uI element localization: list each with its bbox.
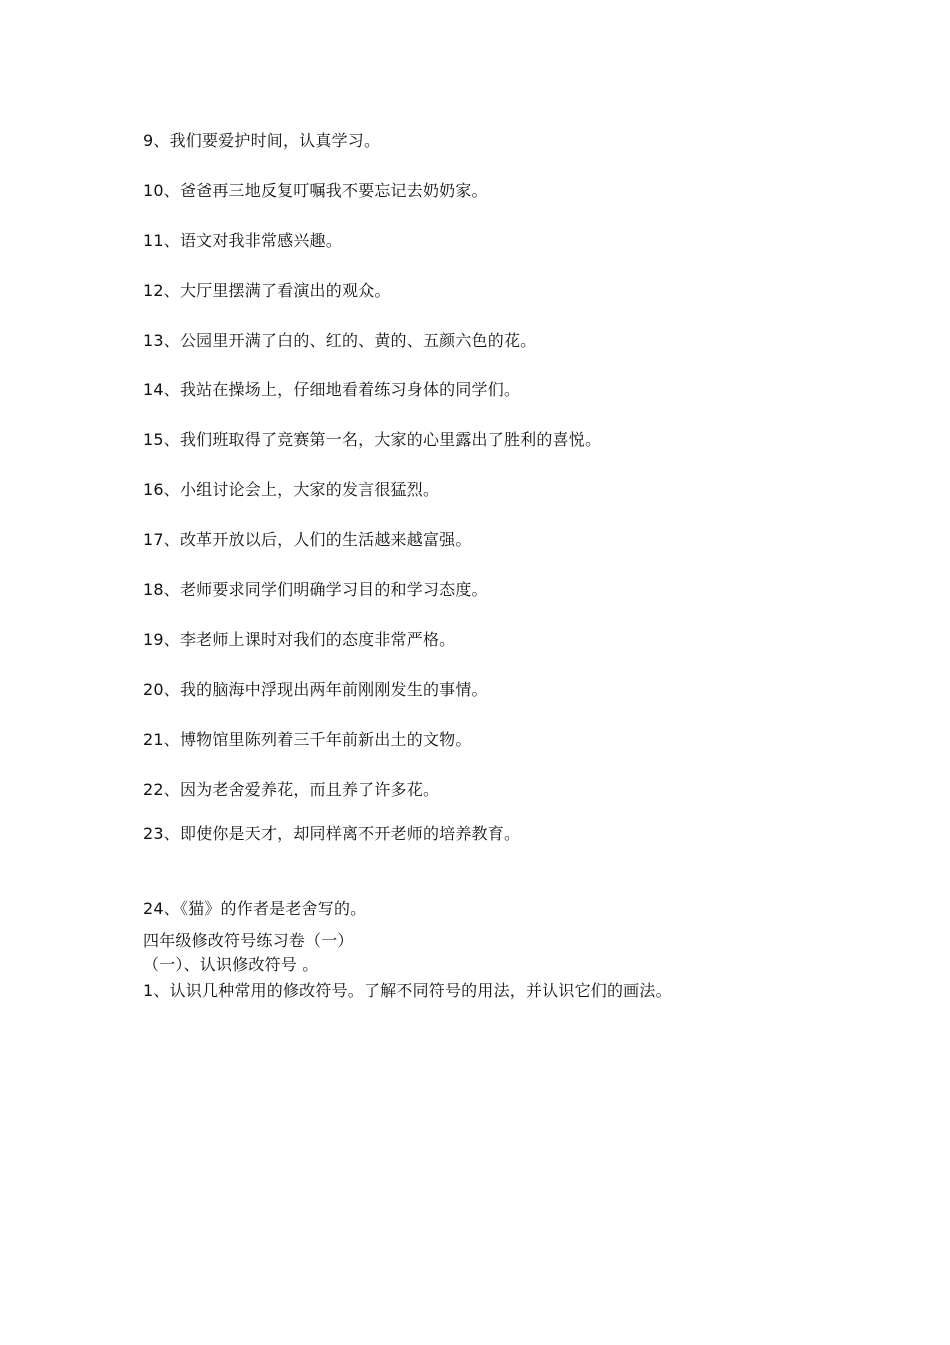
sentence-10: 10、爸爸再三地反复叮嘱我不要忘记去奶奶家。 [143,181,488,200]
sentence-24: 24、《猫》的作者是老舍写的。 [143,899,367,918]
sentence-15: 15、我们班取得了竞赛第一名，大家的心里露出了胜利的喜悦。 [143,430,602,449]
sentence-22: 22、因为老舍爱养花，而且养了许多花。 [143,780,440,799]
sentence-17: 17、改革开放以后，人们的生活越来越富强。 [143,530,472,549]
sentence-11: 11、语文对我非常感兴趣。 [143,231,342,250]
section-heading: （一）、认识修改符号 。 [143,955,319,974]
sentence-18: 18、老师要求同学们明确学习目的和学习态度。 [143,580,488,599]
sentence-14: 14、我站在操场上，仔细地看着练习身体的同学们。 [143,380,521,399]
instruction-text: 1、认识几种常用的修改符号。了解不同符号的用法，并认识它们的画法。 [143,981,672,1000]
sentence-9: 9、我们要爱护时间，认真学习。 [143,131,381,150]
sentence-13: 13、公园里开满了白的、红的、黄的、五颜六色的花。 [143,331,537,350]
sentence-12: 12、大厅里摆满了看演出的观众。 [143,281,391,300]
sentence-19: 19、李老师上课时对我们的态度非常严格。 [143,630,456,649]
sentence-20: 20、我的脑海中浮现出两年前刚刚发生的事情。 [143,680,488,699]
sentence-23: 23、即使你是天才，却同样离不开老师的培养教育。 [143,824,521,843]
sentence-21: 21、博物馆里陈列着三千年前新出土的文物。 [143,730,472,749]
sentence-16: 16、小组讨论会上，大家的发言很猛烈。 [143,480,440,499]
worksheet-title: 四年级修改符号练习卷（一） [143,931,354,950]
